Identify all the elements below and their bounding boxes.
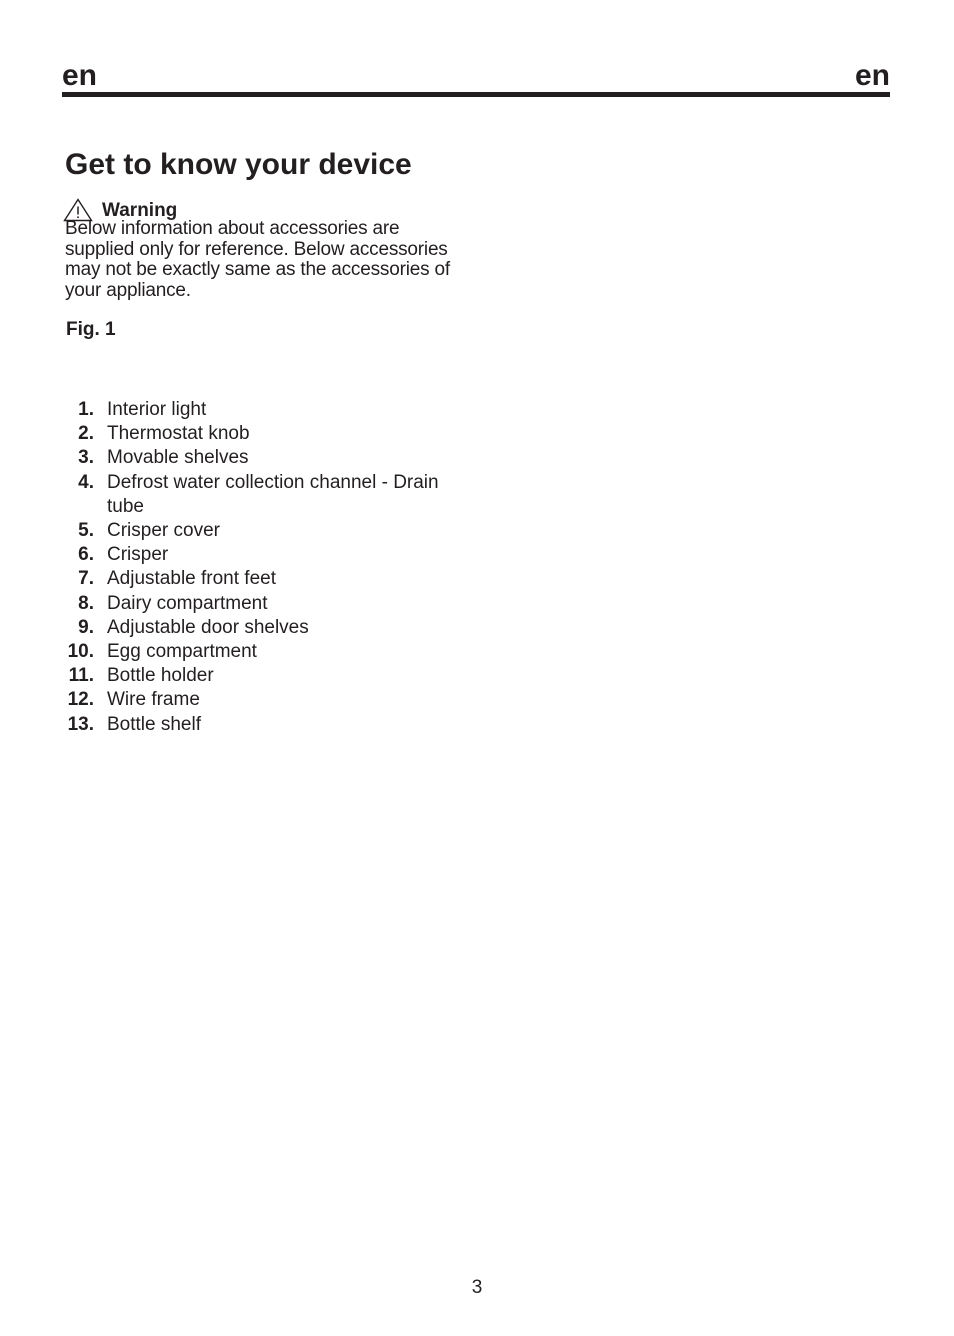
list-item bbox=[60, 519, 480, 543]
warning-text: Below information about accessories are supplied only for reference. Below accessories may not be exactly same as the accessories of your appliance. bbox=[65, 218, 450, 301]
list-item bbox=[60, 688, 480, 712]
list-item bbox=[60, 592, 480, 616]
page-title: Get to know your device bbox=[65, 148, 412, 181]
list-item-label: Crisper cover bbox=[107, 520, 220, 542]
language-code-right: en bbox=[854, 59, 890, 92]
list-item-number: 4. bbox=[78, 471, 94, 493]
list-item-number: 12. bbox=[67, 689, 94, 711]
header-rule bbox=[62, 92, 890, 97]
list-item bbox=[60, 543, 480, 567]
list-item-number: 7. bbox=[78, 568, 94, 590]
list-item bbox=[60, 640, 480, 664]
list-item-number: 8. bbox=[78, 592, 94, 614]
list-item-label: Wire frame bbox=[107, 689, 200, 711]
list-item-number: 9. bbox=[78, 616, 94, 638]
list-item-label: Adjustable door shelves bbox=[107, 616, 309, 638]
list-item-number: 10. bbox=[67, 641, 94, 663]
list-item-label: Crisper bbox=[107, 544, 169, 566]
list-item bbox=[60, 567, 480, 591]
list-item-label: Bottle holder bbox=[107, 665, 214, 687]
list-item-label: Egg compartment bbox=[107, 641, 257, 663]
list-item bbox=[60, 446, 480, 470]
list-item-label: Dairy compartment bbox=[107, 592, 268, 614]
language-code-left: en bbox=[62, 59, 98, 92]
list-item-label: Interior light bbox=[107, 399, 207, 420]
list-item bbox=[60, 664, 480, 688]
list-item-label: Movable shelves bbox=[107, 447, 249, 469]
list-item bbox=[60, 422, 480, 446]
warning-label: Warning bbox=[102, 200, 178, 221]
list-item-number: 11. bbox=[68, 665, 94, 687]
list-item-number: 13. bbox=[67, 713, 94, 735]
list-item bbox=[60, 398, 480, 422]
list-item-label: Bottle shelf bbox=[107, 713, 201, 735]
list-item bbox=[60, 616, 480, 640]
list-item bbox=[60, 471, 480, 519]
list-item-number: 3. bbox=[78, 447, 94, 469]
list-item-label: Defrost water collection channel - Drain tube bbox=[107, 471, 439, 517]
parts-list bbox=[60, 398, 480, 737]
list-item-label: Thermostat knob bbox=[107, 423, 250, 445]
list-item-number: 2. bbox=[78, 423, 94, 445]
list-item-label: Adjustable front feet bbox=[107, 568, 276, 590]
list-item-number: 6. bbox=[78, 544, 94, 566]
figure-label: Fig. 1 bbox=[66, 319, 116, 340]
list-item-number: 1. bbox=[78, 399, 94, 420]
page-number: 3 bbox=[471, 1277, 483, 1298]
list-item-number: 5. bbox=[78, 520, 94, 542]
list-item bbox=[60, 713, 480, 737]
